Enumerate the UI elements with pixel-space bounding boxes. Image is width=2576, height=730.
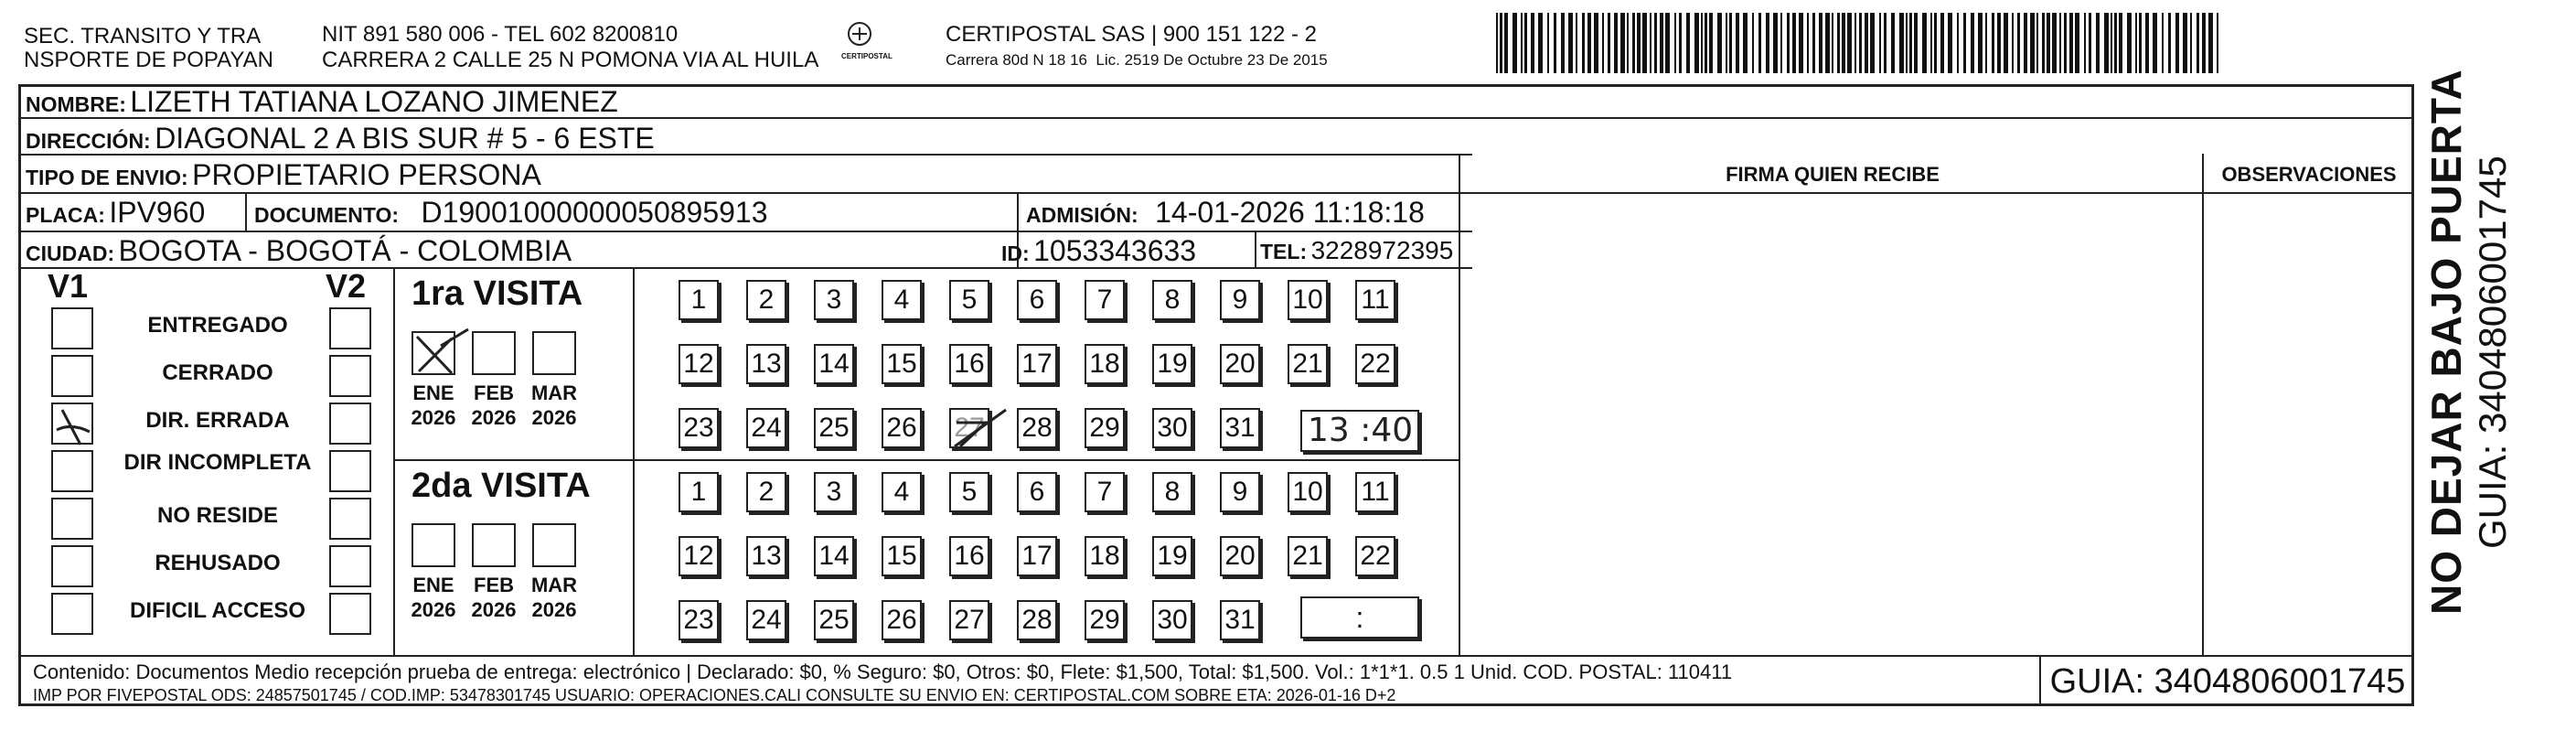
status-option-label: DIFICIL ACCESO (129, 598, 305, 623)
day-box[interactable]: 24 (746, 408, 786, 448)
month-label (462, 573, 526, 622)
v2-checkbox[interactable] (329, 545, 371, 587)
day-box[interactable]: 6 (1017, 472, 1057, 512)
day-box[interactable]: 15 (882, 344, 922, 384)
month-name: ENE (412, 381, 454, 404)
month-name: FEB (474, 381, 514, 404)
day-box[interactable]: 27 (949, 600, 989, 640)
ciudad-value: BOGOTA - BOGOTÁ - COLOMBIA (118, 234, 572, 267)
v1-checkbox[interactable] (51, 403, 93, 445)
day-box[interactable]: 30 (1152, 408, 1192, 448)
v2-checkbox[interactable] (329, 498, 371, 540)
day-box[interactable]: 28 (1017, 408, 1057, 448)
footer-guia: GUIA: 3404806001745 (2049, 662, 2406, 701)
documento-row (254, 196, 768, 235)
documento-label: DOCUMENTO: (254, 203, 400, 227)
day-box[interactable]: 25 (814, 408, 854, 448)
day-box[interactable]: 31 (1220, 600, 1260, 640)
ciudad-label: CIUDAD: (26, 242, 115, 265)
v2-label: V2 (326, 267, 367, 305)
nombre-label: NOMBRE: (26, 92, 126, 116)
day-box[interactable]: 19 (1152, 536, 1192, 576)
month-label (522, 381, 586, 430)
month-year: 2026 (411, 598, 456, 621)
day-box[interactable]: 19 (1152, 344, 1192, 384)
id-value: 1053343633 (1033, 234, 1197, 267)
v1-checkbox[interactable] (51, 450, 93, 492)
day-box[interactable]: 9 (1220, 472, 1260, 512)
footer-imp: IMP POR FIVEPOSTAL ODS: 24857501745 / COD.IMP: 53478301745 USUARIO: OPERACIONES.CALI CONSULTE SU ENVIO EN: CERTIPOSTAL.COM SOBRE ETA: 2026-01-16 D+2 (33, 686, 1396, 704)
placa-row (26, 196, 205, 235)
v1-checkbox[interactable] (51, 307, 93, 349)
v1-checkbox[interactable] (51, 593, 93, 635)
day-box[interactable]: 1 (679, 472, 719, 512)
tipo-label: TIPO DE ENVIO: (26, 166, 188, 189)
day-box[interactable]: 26 (882, 600, 922, 640)
day-box[interactable]: 6 (1017, 280, 1057, 320)
month-label (522, 573, 586, 622)
day-box[interactable]: 13 (746, 536, 786, 576)
v1-label: V1 (48, 267, 89, 305)
visit2-title: 2da VISITA (412, 467, 591, 505)
day-box[interactable]: 23 (679, 600, 719, 640)
carrier-line2: Carrera 80d N 18 16 Lic. 2519 De Octubre 23 De 2015 (946, 51, 1328, 69)
day-box[interactable]: 12 (679, 536, 719, 576)
day-box[interactable]: 14 (814, 536, 854, 576)
side-warning: NO DEJAR BAJO PUERTA (2422, 69, 2470, 615)
v1-checkbox[interactable] (51, 355, 93, 397)
side-guia: GUIA: 3404806001745 (2471, 156, 2514, 549)
placa-value: IPV960 (109, 196, 206, 229)
direccion-row (26, 122, 655, 161)
certipostal-logo: CERTIPOSTAL (841, 20, 878, 66)
day-box[interactable]: 26 (882, 408, 922, 448)
day-box[interactable]: 9 (1220, 280, 1260, 320)
month-label (401, 381, 465, 430)
day-box[interactable]: 3 (814, 472, 854, 512)
status-option-label: CERRADO (162, 360, 273, 385)
sender-address-line: CARRERA 2 CALLE 25 N POMONA VIA AL HUILA (322, 48, 819, 72)
sender-entity-line2: NSPORTE DE POPAYAN (24, 48, 273, 72)
status-option-label: NO RESIDE (156, 503, 279, 528)
day-box[interactable]: 7 (1085, 472, 1125, 512)
day-box[interactable]: 16 (949, 344, 989, 384)
day-box[interactable]: 23 (679, 408, 719, 448)
tipo-value: PROPIETARIO PERSONA (192, 158, 541, 191)
month-year: 2026 (411, 406, 456, 429)
month-checkbox[interactable] (532, 523, 576, 567)
v2-checkbox[interactable] (329, 593, 371, 635)
day-box[interactable]: 17 (1017, 536, 1057, 576)
day-box[interactable]: 25 (814, 600, 854, 640)
nombre-row (26, 85, 618, 124)
tel-value: 3228972395 (1310, 236, 1454, 264)
footer-contenido: Contenido: Documentos Medio recepción prueba de entrega: electrónico | Declarado: $0, % Seguro: $0, Otros: $0, Flete: $1,500, Total: $1,500. Vol.: 1*1*1. 0.5 1 Unid. COD. POSTAL: 110411 (33, 660, 1733, 683)
day-box[interactable]: 22 (1355, 536, 1395, 576)
day-box[interactable]: 31 (1220, 408, 1260, 448)
day-box[interactable]: 24 (746, 600, 786, 640)
v2-checkbox[interactable] (329, 450, 371, 492)
month-year: 2026 (531, 598, 577, 621)
visit1-time[interactable]: 13 :40 (1300, 410, 1419, 452)
sender-nit-line: NIT 891 580 006 - TEL 602 8200810 (322, 22, 679, 47)
month-year: 2026 (471, 598, 517, 621)
day-box[interactable]: 16 (949, 536, 989, 576)
day-box[interactable]: 2 (746, 280, 786, 320)
day-box[interactable]: 8 (1152, 472, 1192, 512)
month-checkbox[interactable] (472, 331, 516, 375)
month-year: 2026 (531, 406, 577, 429)
nombre-value: LIZETH TATIANA LOZANO JIMENEZ (130, 85, 618, 118)
month-checkbox[interactable] (412, 523, 455, 567)
day-box[interactable]: 5 (949, 472, 989, 512)
day-box[interactable]: 17 (1017, 344, 1057, 384)
day-box[interactable]: 14 (814, 344, 854, 384)
day-box[interactable]: 4 (882, 472, 922, 512)
month-name: FEB (474, 574, 514, 596)
month-name: MAR (530, 381, 578, 404)
day-box[interactable]: 3 (814, 280, 854, 320)
day-box[interactable]: 29 (1085, 600, 1125, 640)
day-box[interactable]: 15 (882, 536, 922, 576)
day-box[interactable]: 20 (1220, 344, 1260, 384)
tel-label: TEL: (1260, 240, 1308, 263)
day-box[interactable]: 5 (949, 280, 989, 320)
day-box[interactable]: 13 (746, 344, 786, 384)
day-box[interactable]: 8 (1152, 280, 1192, 320)
month-label (401, 573, 465, 622)
status-option-label: REHUSADO (155, 551, 281, 575)
day-box[interactable]: 10 (1288, 472, 1328, 512)
day-box[interactable]: 1 (679, 280, 719, 320)
admision-label: ADMISIÓN: (1026, 203, 1138, 227)
direccion-label: DIRECCIÓN: (26, 129, 151, 153)
v2-checkbox[interactable] (329, 307, 371, 349)
tipo-row (26, 158, 541, 198)
visit2-time[interactable]: : (1300, 596, 1419, 639)
month-name: MAR (530, 574, 578, 596)
day-box[interactable]: 10 (1288, 280, 1328, 320)
v1-checkbox[interactable] (51, 545, 93, 587)
status-option-label: DIR. ERRADA (145, 408, 290, 433)
day-box[interactable]: 22 (1355, 344, 1395, 384)
barcode (1496, 13, 2228, 75)
tel-row (1260, 234, 1453, 272)
month-checkbox[interactable] (412, 331, 455, 375)
observaciones-label: OBSERVACIONES (2221, 163, 2397, 186)
sender-entity-line1: SEC. TRANSITO Y TRA (24, 24, 262, 48)
documento-value: D19001000000050895913 (421, 196, 768, 229)
month-year: 2026 (471, 406, 517, 429)
admision-value: 14-01-2026 11:18:18 (1155, 196, 1425, 229)
day-box[interactable]: 2 (746, 472, 786, 512)
firma-label: FIRMA QUIEN RECIBE (1726, 163, 1940, 186)
day-box[interactable]: 27 (949, 408, 989, 448)
month-checkbox[interactable] (532, 331, 576, 375)
day-box[interactable]: 21 (1288, 536, 1328, 576)
v2-checkbox[interactable] (329, 403, 371, 445)
day-box[interactable]: 20 (1220, 536, 1260, 576)
id-label: ID: (1001, 242, 1030, 265)
visit1-title: 1ra VISITA (412, 274, 583, 313)
day-box[interactable]: 4 (882, 280, 922, 320)
v2-checkbox[interactable] (329, 355, 371, 397)
placa-label: PLACA: (26, 203, 105, 227)
day-box[interactable]: 28 (1017, 600, 1057, 640)
direccion-value: DIAGONAL 2 A BIS SUR # 5 - 6 ESTE (155, 122, 655, 155)
month-label (462, 381, 526, 430)
ciudad-row (26, 234, 572, 274)
status-option-label: DIR INCOMPLETA (123, 450, 312, 475)
carrier-line1: CERTIPOSTAL SAS | 900 151 122 - 2 (946, 22, 1317, 47)
day-box[interactable]: 18 (1085, 536, 1125, 576)
status-option-label: ENTREGADO (147, 313, 288, 338)
day-box[interactable]: 30 (1152, 600, 1192, 640)
month-checkbox[interactable] (472, 523, 516, 567)
day-box[interactable]: 18 (1085, 344, 1125, 384)
day-box[interactable]: 7 (1085, 280, 1125, 320)
month-name: ENE (412, 574, 454, 596)
day-box[interactable]: 11 (1355, 280, 1395, 320)
day-box[interactable]: 11 (1355, 472, 1395, 512)
id-row (1001, 234, 1196, 274)
day-box[interactable]: 29 (1085, 408, 1125, 448)
admision-row (1026, 196, 1425, 235)
day-box[interactable]: 12 (679, 344, 719, 384)
day-box[interactable]: 21 (1288, 344, 1328, 384)
v1-checkbox[interactable] (51, 498, 93, 540)
